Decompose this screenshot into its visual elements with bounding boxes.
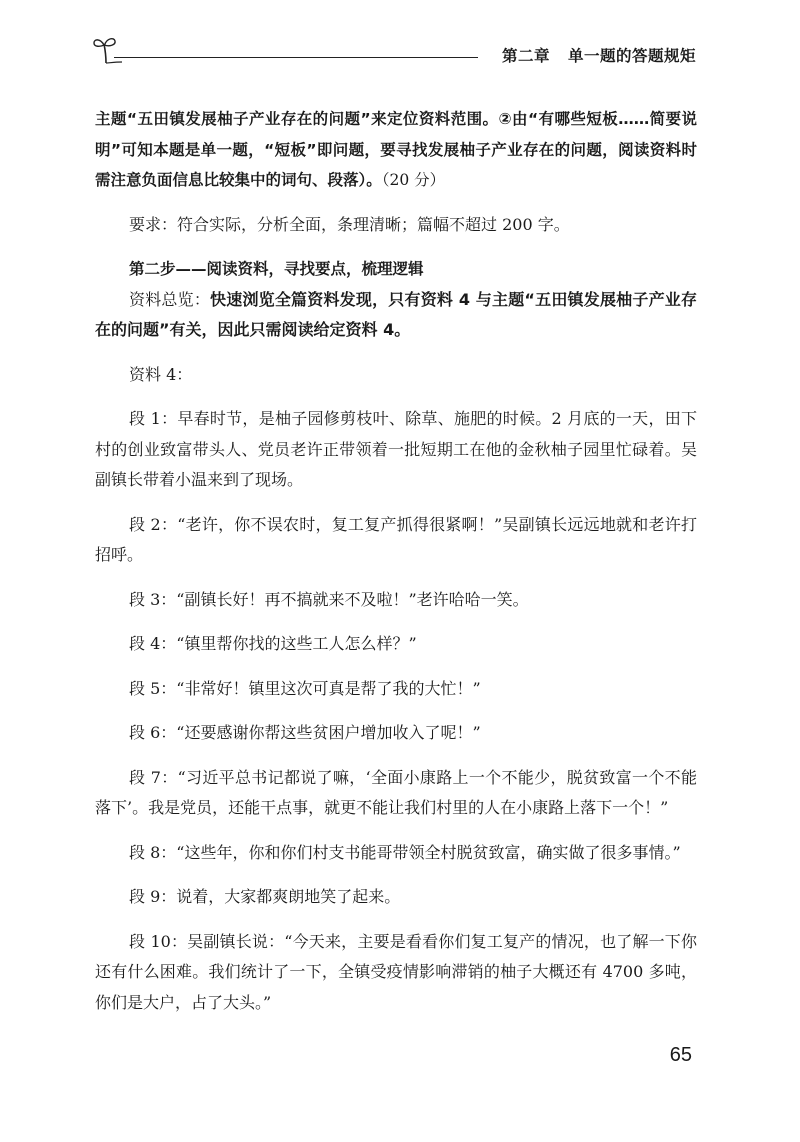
header-rule bbox=[114, 57, 478, 58]
overview-text: 快速浏览全篇资料发现，只有资料 4 与主题“五田镇发展柚子产业存在的问题”有关，因此只需阅读给定资料 4。 bbox=[95, 289, 697, 339]
paragraph-overview bbox=[95, 285, 697, 346]
question-score: （20 分） bbox=[381, 171, 446, 189]
segment-8: 段 8：“这些年，你和你们村支书能哥带领全村脱贫致富，确实做了很多事情。” bbox=[129, 842, 681, 862]
segment-9: 段 9：说着，大家都爽朗地笑了起来。 bbox=[129, 887, 401, 906]
running-header bbox=[92, 30, 696, 70]
segment-5: 段 5：“非常好！镇里这次可真是帮了我的大忙！” bbox=[129, 678, 481, 698]
material-label: 资料 4： bbox=[129, 364, 193, 384]
paragraph-requirement: 要求：符合实际，分析全面，条理清晰；篇幅不超过 200 字。 bbox=[129, 214, 570, 234]
chapter-heading bbox=[502, 44, 696, 66]
page-body bbox=[95, 104, 697, 1032]
question-text: 主题“五田镇发展柚子产业存在的问题”来定位资料范围。②由“有哪些短板……简要说明”可知本题是单一题，“短板”即问题，要寻找发展柚子产业存在的问题，阅读资料时需注意负面信息比较集中的词句、段落）。 bbox=[95, 110, 697, 189]
segment-6: 段 6：“还要感谢你帮这些贫困户增加收入了呢！” bbox=[129, 723, 481, 742]
paragraph-question-continuation bbox=[95, 104, 697, 196]
segment-3: 段 3：“副镇长好！再不搞就来不及啦！”老许哈哈一笑。 bbox=[129, 589, 529, 609]
segment-2: 段 2：“老许，你不误农时，复工复产抓得很紧啊！”吴副镇长远远地就和老许打招呼。 bbox=[95, 514, 697, 564]
overview-label: 资料总览： bbox=[129, 289, 211, 309]
page-number: 65 bbox=[669, 1044, 692, 1066]
sprout-icon bbox=[92, 34, 122, 64]
segment-10: 段 10：吴副镇长说：“今天来，主要是看看你们复工复产的情况，也了解一下你还有什么困难。我们统计了一下，全镇受疫情影响滞销的柚子大概还有 4700 多吨，你们是大户，占了大头。” bbox=[95, 931, 697, 1012]
segment-1: 段 1：早春时节，是柚子园修剪枝叶、除草、施肥的时候。2 月底的一天，田下村的创业致富带头人、党员老许正带领着一批短期工在他的金秋柚子园里忙碌着。吴副镇长带着小温来到了现场。 bbox=[95, 409, 697, 489]
chapter-number: 第二章 bbox=[501, 47, 550, 65]
chapter-title: 单一题的答题规矩 bbox=[567, 47, 696, 65]
segment-4: 段 4：“镇里帮你找的这些工人怎么样？” bbox=[129, 634, 417, 653]
step-two-heading: 第二步——阅读资料，寻找要点，梳理逻辑 bbox=[129, 260, 424, 278]
segment-7: 段 7：“习近平总书记都说了嘛，‘全面小康路上一个不能少，脱贫致富一个不能落下’。我是党员，还能干点事，就更不能让我们村里的人在小康路上落下一个！” bbox=[95, 767, 697, 817]
